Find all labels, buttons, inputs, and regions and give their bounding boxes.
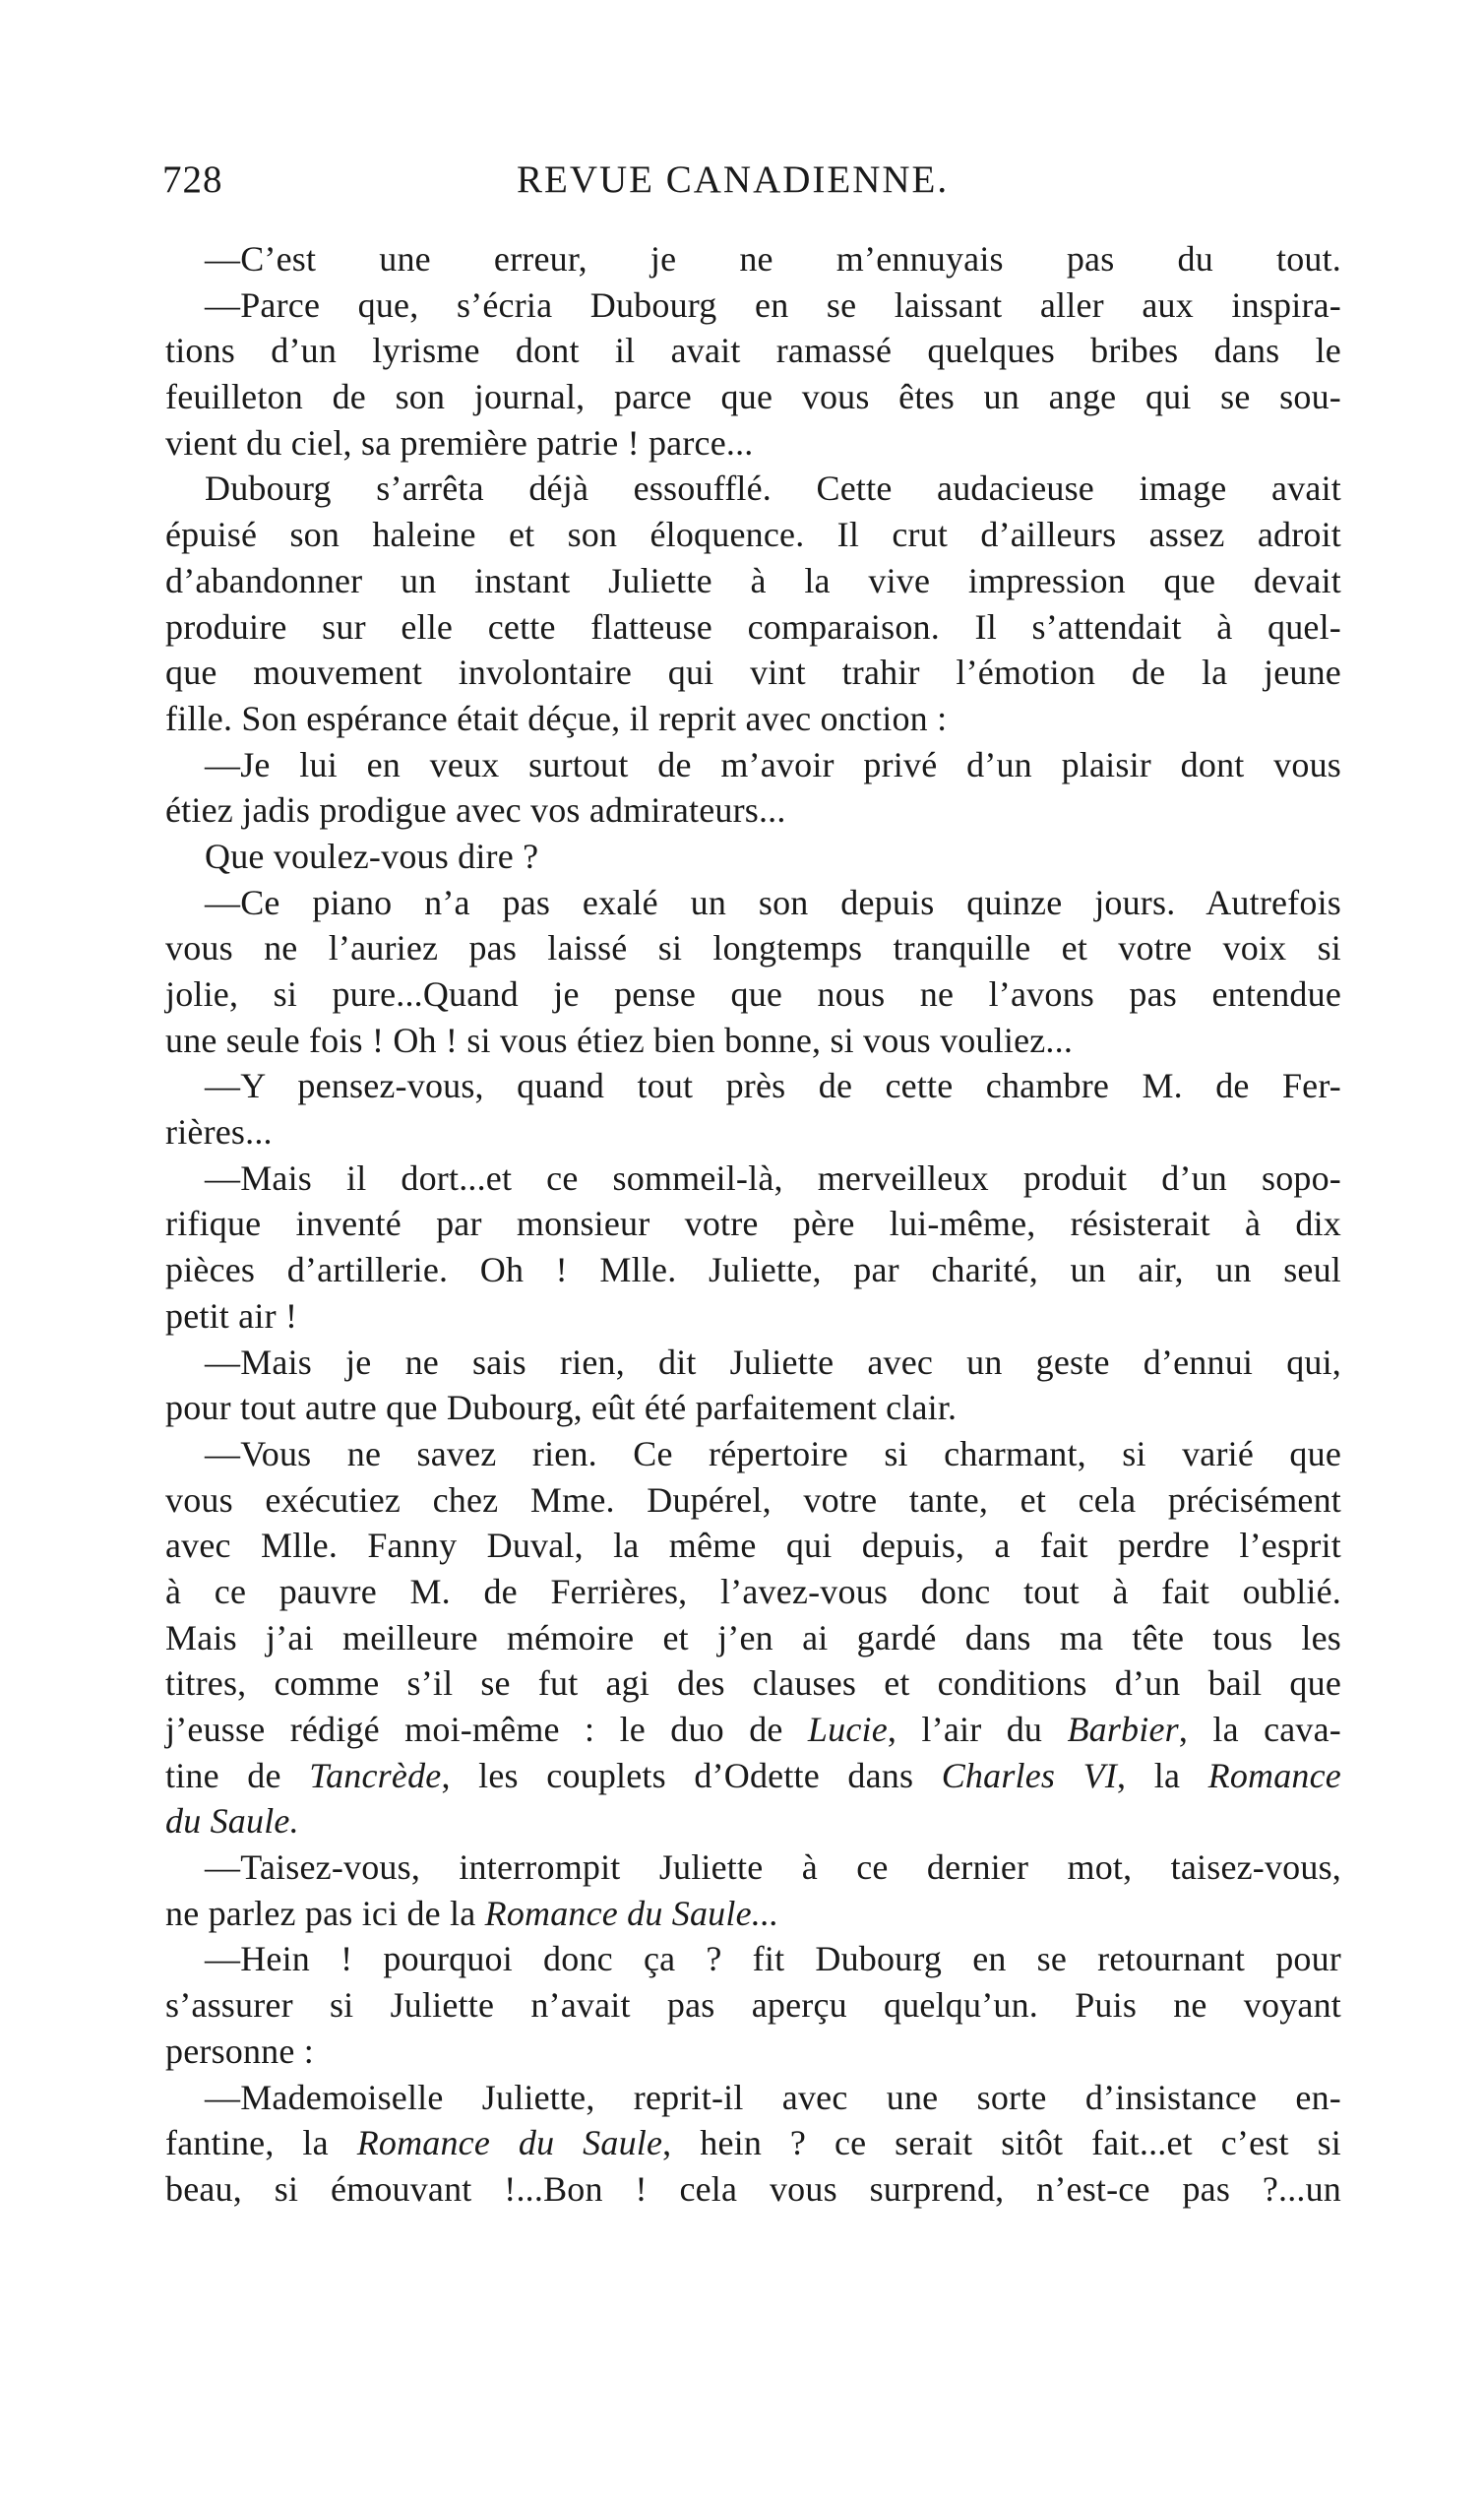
text-line: —Vous ne savez rien. Ce répertoire si charmant, si varié que <box>205 1433 1341 1473</box>
journal-title: REVUE CANADIENNE. <box>517 158 950 201</box>
text-run: , l’air du <box>887 1710 1068 1749</box>
text-line: —Y pensez-vous, quand tout près de cette chambre M. de Fer- <box>205 1066 1341 1106</box>
text-line: vient du ciel, sa première patrie ! parce... <box>165 422 754 463</box>
text-line <box>165 2120 1341 2166</box>
text-line: beau, si émouvant !...Bon ! cela vous surprend, n’est-ce pas ?...un <box>165 2168 1341 2209</box>
text-line: pour tout autre que Dubourg, eût été parfaitement clair. <box>165 1388 958 1428</box>
text-line <box>165 1707 1341 1753</box>
text-line: tions d’un lyrisme dont il avait ramassé quelques bribes dans le <box>165 331 1341 371</box>
text-run: , les couplets d’Odette dans <box>441 1755 942 1795</box>
text-line: rières... <box>165 1112 273 1153</box>
italic-title: Barbier <box>1067 1710 1179 1749</box>
text-line: vous exécutiez chez Mme. Dupérel, votre tante, et cela précisément <box>165 1479 1341 1520</box>
text-run: , la cava- <box>1178 1710 1342 1749</box>
text-line: —Je lui en veux surtout de m’avoir privé d’un plaisir dont vous <box>205 744 1341 784</box>
text-line: titres, comme s’il se fut agi des clauses et conditions d’un bail que <box>165 1663 1341 1704</box>
text-run: , la <box>1117 1755 1208 1795</box>
text-line <box>165 1753 1341 1799</box>
text-line: jolie, si pure...Quand je pense que nous ne l’avons pas entendue <box>165 974 1341 1014</box>
text-run: j’eusse rédigé moi-même : le duo de <box>165 1710 808 1749</box>
text-line: personne : <box>165 2031 314 2071</box>
italic-title: du Saule. <box>165 1801 299 1842</box>
text-line: une seule fois ! Oh ! si vous étiez bien bonne, si vous vouliez... <box>165 1020 1074 1060</box>
text-line: —Parce que, s’écria Dubourg en se laissant aller aux inspira- <box>205 284 1341 325</box>
text-line: produire sur elle cette flatteuse comparaison. Il s’attendait à quel- <box>165 606 1341 647</box>
text-run: , hein ? ce serait sitôt fait...et c’est si <box>662 2123 1341 2163</box>
text-line: —Ce piano n’a pas exalé un son depuis quinze jours. Autrefois <box>205 882 1341 922</box>
italic-title: Romance du Saule <box>356 2123 663 2163</box>
text-line: Mais j’ai meilleure mémoire et j’en ai gardé dans ma tête tous les <box>165 1617 1341 1657</box>
text-line: —C’est une erreur, je ne m’ennuyais pas du tout. <box>205 239 1341 279</box>
italic-title: Lucie <box>807 1710 888 1749</box>
italic-title: Romance du Saule... <box>484 1893 779 1933</box>
text-line: vous ne l’auriez pas laissé si longtemps tranquille et votre voix si <box>165 928 1341 969</box>
italic-title: Romance <box>1207 1755 1341 1795</box>
text-run: ne parlez pas ici de la <box>165 1893 485 1933</box>
page-number: 728 <box>162 158 223 201</box>
text-line: rifique inventé par monsieur votre père lui-même, résisterait à dix <box>165 1204 1341 1244</box>
italic-title: Charles VI <box>941 1755 1118 1795</box>
text-line: —Mais je ne sais rien, dit Juliette avec un geste d’ennui qui, <box>205 1342 1341 1382</box>
text-line: petit air ! <box>165 1295 298 1336</box>
text-line <box>165 1891 1341 1937</box>
text-run: tine de <box>165 1755 310 1795</box>
body-text <box>165 236 1341 2213</box>
text-line <box>165 1798 1341 1844</box>
text-line: à ce pauvre M. de Ferrières, l’avez-vous donc tout à fait oublié. <box>165 1571 1341 1611</box>
text-line: Dubourg s’arrêta déjà essoufflé. Cette audacieuse image avait <box>205 469 1341 509</box>
text-line: que mouvement involontaire qui vint trahir l’émotion de la jeune <box>165 653 1341 693</box>
text-line: épuisé son haleine et son éloquence. Il crut d’ailleurs assez adroit <box>165 515 1341 555</box>
text-line: s’assurer si Juliette n’avait pas aperçu quelqu’un. Puis ne voyant <box>165 1985 1341 2026</box>
text-run: fantine, la <box>165 2123 357 2163</box>
text-line: —Mademoiselle Juliette, reprit-il avec une sorte d’insistance en- <box>205 2077 1341 2117</box>
text-line: avec Mlle. Fanny Duval, la même qui depuis, a fait perdre l’esprit <box>165 1526 1341 1566</box>
text-line: d’abandonner un instant Juliette à la vive impression que devait <box>165 560 1341 600</box>
text-line: —Taisez-vous, interrompit Juliette à ce dernier mot, taisez-vous, <box>205 1847 1341 1888</box>
running-header <box>162 157 1338 217</box>
text-line: étiez jadis prodigue avec vos admirateurs... <box>165 790 786 831</box>
text-line: feuilleton de son journal, parce que vous êtes un ange qui se sou- <box>165 377 1341 417</box>
italic-title: Tancrède <box>309 1755 442 1795</box>
text-line: —Mais il dort...et ce sommeil-là, merveilleux produit d’un sopo- <box>205 1157 1341 1198</box>
text-line: Que voulez-vous dire ? <box>205 836 539 876</box>
text-line: fille. Son espérance était déçue, il reprit avec onction : <box>165 698 948 738</box>
text-line: pièces d’artillerie. Oh ! Mlle. Juliette, par charité, un air, un seul <box>165 1250 1341 1290</box>
text-line: —Hein ! pourquoi donc ça ? fit Dubourg en se retournant pour <box>205 1939 1341 1979</box>
